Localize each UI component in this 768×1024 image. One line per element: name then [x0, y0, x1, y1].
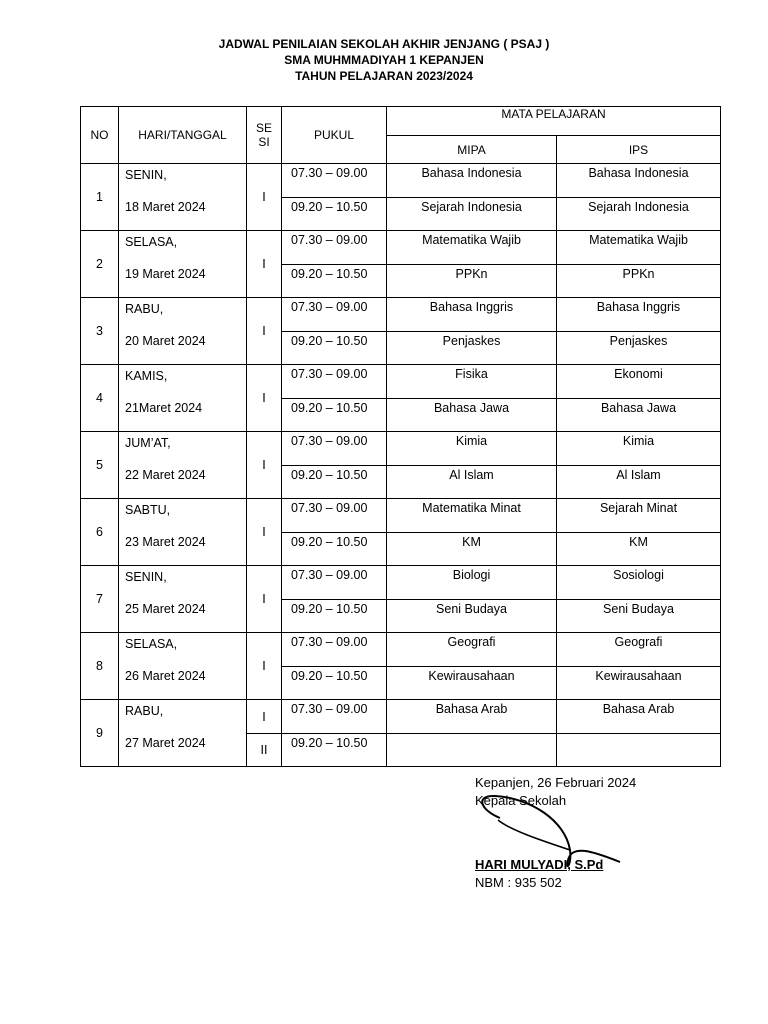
row-sesi: I	[247, 298, 282, 365]
row-no: 7	[81, 566, 119, 633]
row-hari-tanggal	[119, 700, 247, 767]
header-sesi	[247, 107, 282, 164]
row-ips: Bahasa Indonesia	[557, 164, 721, 198]
table-row	[81, 499, 721, 533]
row-time: 07.30 – 09.00	[282, 432, 387, 466]
row-date: 19 Maret 2024	[125, 267, 206, 281]
row-mipa: Bahasa Indonesia	[387, 164, 557, 198]
row-day: SELASA,	[125, 235, 178, 249]
row-mipa: Sejarah Indonesia	[387, 198, 557, 231]
row-ips: Sejarah Indonesia	[557, 198, 721, 231]
table-row	[81, 432, 721, 466]
row-day: SENIN,	[125, 168, 167, 182]
row-mipa: Seni Budaya	[387, 600, 557, 633]
row-hari-tanggal	[119, 164, 247, 231]
row-day: SELASA,	[125, 637, 178, 651]
row-time: 09.20 – 10.50	[282, 600, 387, 633]
header-hari-tanggal: HARI/TANGGAL	[119, 107, 247, 164]
row-hari-tanggal	[119, 231, 247, 298]
row-day: SENIN,	[125, 570, 167, 584]
row-sesi: I	[247, 633, 282, 700]
signature-nbm: NBM : 935 502	[475, 875, 562, 890]
signature-block	[475, 774, 636, 892]
row-hari-tanggal	[119, 298, 247, 365]
row-sesi: I	[247, 566, 282, 633]
row-time: 09.20 – 10.50	[282, 466, 387, 499]
row-date: 26 Maret 2024	[125, 669, 206, 683]
row-sesi: I	[247, 231, 282, 298]
row-date: 23 Maret 2024	[125, 535, 206, 549]
header-mata-pelajaran: MATA PELAJARAN	[387, 107, 721, 136]
row-ips: PPKn	[557, 265, 721, 298]
header-no: NO	[81, 107, 119, 164]
schedule-table	[80, 106, 721, 767]
row-ips: Ekonomi	[557, 365, 721, 399]
row-time: 07.30 – 09.00	[282, 164, 387, 198]
row-time: 09.20 – 10.50	[282, 399, 387, 432]
row-sesi: I	[247, 700, 282, 734]
row-time: 09.20 – 10.50	[282, 198, 387, 231]
row-mipa: Al Islam	[387, 466, 557, 499]
row-ips: Bahasa Inggris	[557, 298, 721, 332]
row-no: 1	[81, 164, 119, 231]
table-row	[81, 231, 721, 265]
row-ips	[557, 734, 721, 767]
table-row	[81, 700, 721, 734]
row-mipa: Bahasa Inggris	[387, 298, 557, 332]
row-time: 07.30 – 09.00	[282, 499, 387, 533]
row-mipa: Kewirausahaan	[387, 667, 557, 700]
row-time: 09.20 – 10.50	[282, 667, 387, 700]
row-date: 25 Maret 2024	[125, 602, 206, 616]
row-mipa: Matematika Minat	[387, 499, 557, 533]
row-time: 07.30 – 09.00	[282, 700, 387, 734]
signature-place-date: Kepanjen, 26 Februari 2024	[475, 775, 637, 790]
row-ips: Matematika Wajib	[557, 231, 721, 265]
header-ips: IPS	[557, 136, 721, 164]
row-ips: Penjaskes	[557, 332, 721, 365]
row-ips: KM	[557, 533, 721, 566]
signature-name: HARI MULYADI, S.Pd	[475, 857, 604, 872]
row-ips: Bahasa Arab	[557, 700, 721, 734]
header-sesi-line1: SE	[255, 121, 272, 135]
row-ips: Seni Budaya	[557, 600, 721, 633]
row-no: 6	[81, 499, 119, 566]
header-pukul: PUKUL	[282, 107, 387, 164]
row-mipa: Penjaskes	[387, 332, 557, 365]
row-date: 21Maret 2024	[125, 401, 203, 415]
table-row	[81, 566, 721, 600]
row-day: SABTU,	[125, 503, 171, 517]
row-date: 18 Maret 2024	[125, 200, 206, 214]
header-year: TAHUN PELAJARAN 2023/2024	[295, 69, 473, 83]
row-ips: Kewirausahaan	[557, 667, 721, 700]
row-no: 3	[81, 298, 119, 365]
row-mipa: Biologi	[387, 566, 557, 600]
row-no: 9	[81, 700, 119, 767]
row-time: 09.20 – 10.50	[282, 734, 387, 767]
row-hari-tanggal	[119, 365, 247, 432]
row-sesi: I	[247, 432, 282, 499]
table-row	[81, 633, 721, 667]
row-day: RABU,	[125, 704, 164, 718]
row-ips: Geografi	[557, 633, 721, 667]
row-time: 07.30 – 09.00	[282, 365, 387, 399]
row-day: RABU,	[125, 302, 164, 316]
row-mipa: Fisika	[387, 365, 557, 399]
row-ips: Al Islam	[557, 466, 721, 499]
row-no: 5	[81, 432, 119, 499]
row-time: 07.30 – 09.00	[282, 633, 387, 667]
row-mipa: KM	[387, 533, 557, 566]
row-ips: Kimia	[557, 432, 721, 466]
header-sesi-line2: SI	[258, 135, 270, 149]
row-time: 09.20 – 10.50	[282, 265, 387, 298]
header-school: SMA MUHMMADIYAH 1 KEPANJEN	[284, 53, 484, 67]
row-no: 8	[81, 633, 119, 700]
row-date: 27 Maret 2024	[125, 736, 206, 750]
row-sesi: I	[247, 499, 282, 566]
row-time: 07.30 – 09.00	[282, 298, 387, 332]
row-mipa: Bahasa Jawa	[387, 399, 557, 432]
row-hari-tanggal	[119, 432, 247, 499]
row-date: 22 Maret 2024	[125, 468, 206, 482]
table-row	[81, 298, 721, 332]
row-no: 2	[81, 231, 119, 298]
row-mipa: PPKn	[387, 265, 557, 298]
row-time: 09.20 – 10.50	[282, 533, 387, 566]
row-sesi: I	[247, 365, 282, 432]
row-day: KAMIS,	[125, 369, 168, 383]
row-day: JUM’AT,	[125, 436, 171, 450]
row-sesi: II	[247, 734, 282, 767]
table-row	[81, 365, 721, 399]
table-row	[81, 164, 721, 198]
row-sesi: I	[247, 164, 282, 231]
row-mipa	[387, 734, 557, 767]
row-hari-tanggal	[119, 566, 247, 633]
row-ips: Bahasa Jawa	[557, 399, 721, 432]
row-time: 09.20 – 10.50	[282, 332, 387, 365]
header-mipa: MIPA	[387, 136, 557, 164]
row-no: 4	[81, 365, 119, 432]
row-date: 20 Maret 2024	[125, 334, 206, 348]
row-hari-tanggal	[119, 499, 247, 566]
row-hari-tanggal	[119, 633, 247, 700]
document-header	[0, 36, 768, 84]
row-ips: Sejarah Minat	[557, 499, 721, 533]
header-title: JADWAL PENILAIAN SEKOLAH AKHIR JENJANG ( PSAJ )	[218, 37, 550, 51]
signature-title: Kepala Sekolah	[475, 793, 567, 808]
row-time: 07.30 – 09.00	[282, 566, 387, 600]
row-mipa: Kimia	[387, 432, 557, 466]
row-time: 07.30 – 09.00	[282, 231, 387, 265]
row-mipa: Matematika Wajib	[387, 231, 557, 265]
row-mipa: Bahasa Arab	[387, 700, 557, 734]
row-ips: Sosiologi	[557, 566, 721, 600]
row-mipa: Geografi	[387, 633, 557, 667]
